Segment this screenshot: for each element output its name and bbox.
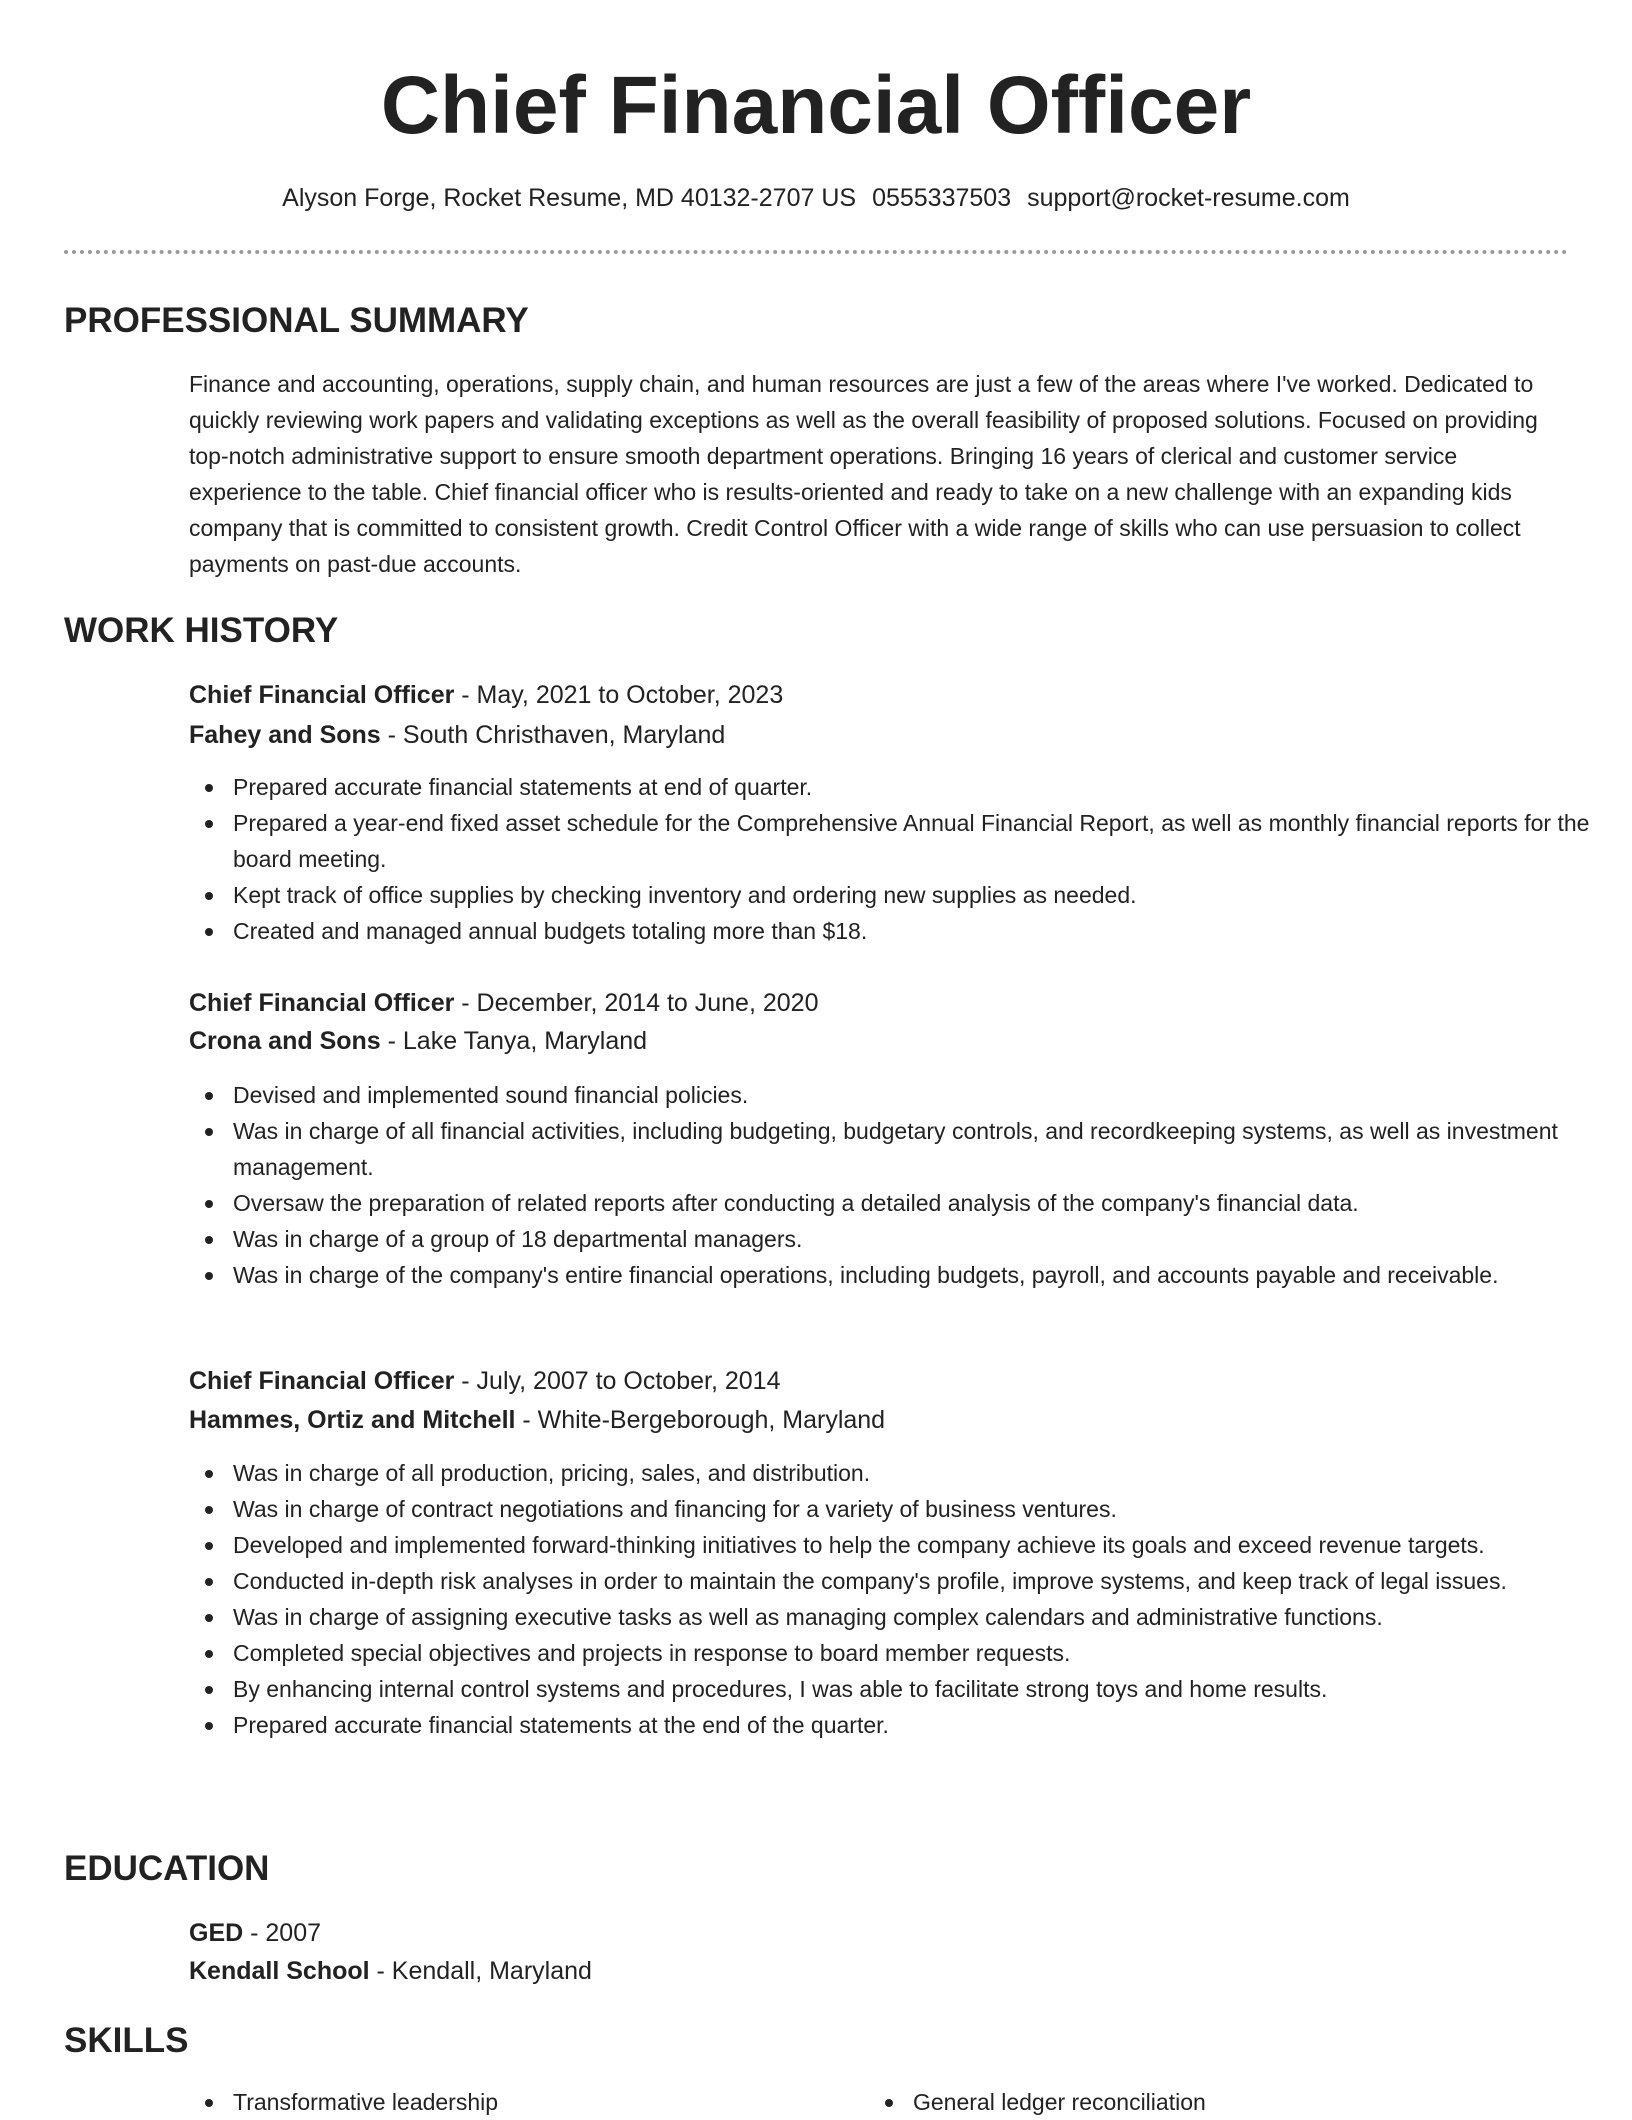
list-item: Was in charge of a group of 18 departmental managers. — [233, 1221, 1603, 1257]
section-heading-education: EDUCATION — [64, 1849, 270, 1888]
section-heading-work-history: WORK HISTORY — [64, 611, 339, 650]
job-company-line — [189, 716, 725, 754]
list-item: Was in charge of all production, pricing, sales, and distribution. — [233, 1455, 1603, 1491]
list-item: Created and managed annual budgets totaling more than $18. — [233, 913, 1603, 949]
job-company: Crona and Sons — [189, 1027, 381, 1055]
job-company-line — [189, 1022, 647, 1060]
job-dates: - May, 2021 to October, 2023 — [454, 681, 784, 709]
list-item: Devised and implemented sound financial policies. — [233, 1077, 1603, 1113]
job-bullets — [189, 1455, 1603, 1743]
job-title: Chief Financial Officer — [189, 1367, 455, 1395]
education-degree: GED — [189, 1919, 244, 1947]
job-location: - White-Bergeborough, Maryland — [515, 1406, 886, 1434]
list-item: Was in charge of the company's entire financial operations, including budgets, payroll, and accounts payable and receivable. — [233, 1257, 1603, 1293]
skills-list-right — [869, 2084, 1206, 2120]
job-dates: - December, 2014 to June, 2020 — [454, 989, 819, 1017]
summary-text: Finance and accounting, operations, supply chain, and human resources are just a few of the areas where I've worked. Dedicated to quickly reviewing work papers and validating exceptions as well as the overall feasibility of proposed solutions. Focused on providing top-notch administrative support to ensure smooth department operations. Bringing 16 years of clerical and customer service experience to the table. Chief financial officer who is results-oriented and ready to take on a new challenge with an expanding kids company that is committed to consistent growth. Credit Control Officer with a wide range of skills who can use persuasion to collect payments on past-due accounts. — [189, 371, 1538, 577]
list-item: Kept track of office supplies by checking inventory and ordering new supplies as needed. — [233, 877, 1603, 913]
list-item: Conducted in-depth risk analyses in order to maintain the company's profile, improve systems, and keep track of legal issues. — [233, 1563, 1603, 1599]
job-bullets — [189, 1077, 1603, 1293]
skill-item: General ledger reconciliation — [913, 2084, 1206, 2120]
contact-line — [0, 181, 1632, 215]
header-divider — [64, 250, 1568, 254]
job-company: Fahey and Sons — [189, 721, 381, 749]
list-item: Was in charge of all financial activities, including budgeting, budgetary controls, and recordkeeping systems, as well as investment management. — [233, 1113, 1603, 1185]
education-degree-line — [189, 1914, 321, 1952]
list-item: Completed special objectives and projects in response to board member requests. — [233, 1635, 1603, 1671]
skill-item: Transformative leadership — [233, 2084, 498, 2120]
job-location: - Lake Tanya, Maryland — [380, 1027, 648, 1055]
education-location: - Kendall, Maryland — [369, 1957, 592, 1985]
job-location: - South Christhaven, Maryland — [380, 721, 726, 749]
job-company: Hammes, Ortiz and Mitchell — [189, 1406, 516, 1434]
list-item: Oversaw the preparation of related reports after conducting a detailed analysis of the company's financial data. — [233, 1185, 1603, 1221]
job-company-line — [189, 1401, 885, 1439]
job-title-line — [189, 676, 783, 714]
section-heading-skills: SKILLS — [64, 2021, 189, 2060]
list-item: Prepared accurate financial statements at the end of the quarter. — [233, 1707, 1603, 1743]
resume-title: Chief Financial Officer — [380, 60, 1252, 151]
education-school-line — [189, 1952, 592, 1990]
list-item: Was in charge of assigning executive tasks as well as managing complex calendars and administrative functions. — [233, 1599, 1603, 1635]
list-item: Prepared a year-end fixed asset schedule for the Comprehensive Annual Financial Report, as well as monthly financial reports for the board meeting. — [233, 805, 1603, 877]
job-title-line — [189, 1362, 780, 1400]
job-dates: - July, 2007 to October, 2014 — [454, 1367, 781, 1395]
list-item: By enhancing internal control systems and procedures, I was able to facilitate strong toys and home results. — [233, 1671, 1603, 1707]
job-title-line — [189, 984, 818, 1022]
job-bullets — [189, 769, 1603, 949]
contact-address: Alyson Forge, Rocket Resume, MD 40132-2707 US — [282, 184, 857, 212]
job-title: Chief Financial Officer — [189, 989, 455, 1017]
contact-email: support@rocket-resume.com — [1027, 184, 1350, 212]
list-item: Developed and implemented forward-thinking initiatives to help the company achieve its goals and exceed revenue targets. — [233, 1527, 1603, 1563]
education-year: - 2007 — [243, 1919, 322, 1947]
contact-phone: 0555337503 — [872, 184, 1012, 212]
list-item: Was in charge of contract negotiations and financing for a variety of business ventures. — [233, 1491, 1603, 1527]
list-item: Prepared accurate financial statements at end of quarter. — [233, 769, 1603, 805]
skills-list-left — [189, 2084, 498, 2120]
section-heading-summary: PROFESSIONAL SUMMARY — [64, 301, 529, 340]
job-title: Chief Financial Officer — [189, 681, 455, 709]
education-school: Kendall School — [189, 1957, 370, 1985]
